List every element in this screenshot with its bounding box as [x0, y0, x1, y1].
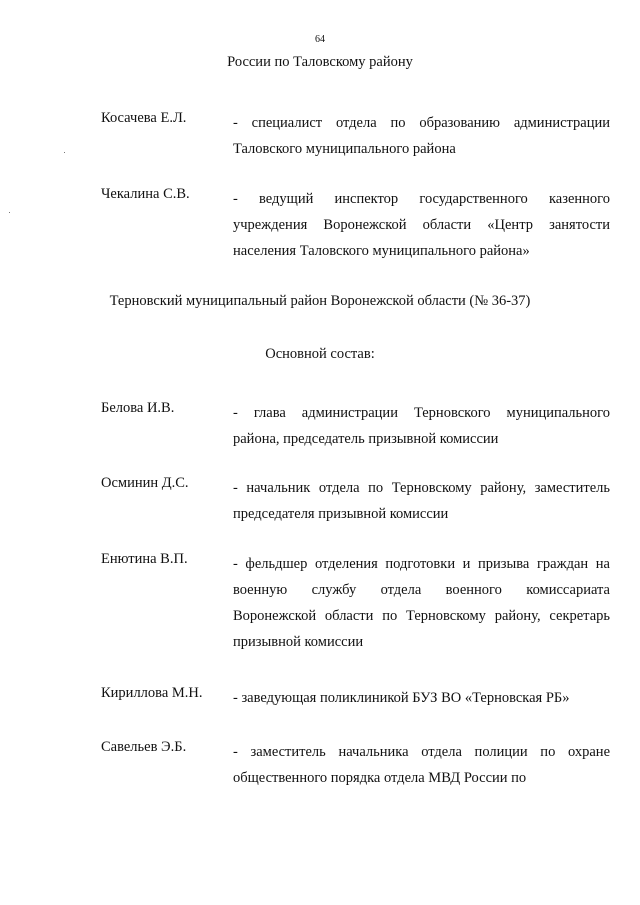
member-description: - заведующая поликлиникой БУЗ ВО «Терновская РБ» [233, 690, 570, 706]
member-description: - специалист отдела по образованию администрации Таловского муниципального района [233, 115, 610, 157]
member-name: Белова И.В. [101, 400, 175, 416]
member-description: - ведущий инспектор государственного казенного учреждения Воронежской области «Центр занятости населения Таловского муниципального района» [233, 191, 610, 259]
page-number: 64 [315, 34, 325, 45]
member-name: Кириллова М.Н. [101, 685, 203, 701]
section-heading: Терновский муниципальный район Воронежской области (№ 36-37) [109, 293, 531, 309]
subheading: Основной состав: [265, 346, 375, 362]
member-name: Осминин Д.С. [101, 475, 189, 491]
member-description: - фельдшер отделения подготовки и призыва граждан на военную службу отдела военного комиссариата Воронежской области по Терновскому району, секретарь призывной комиссии [233, 556, 610, 650]
member-name: Чекалина С.В. [101, 186, 190, 202]
member-name: Енютина В.П. [101, 551, 188, 567]
member-name: Косачева Е.Л. [101, 110, 187, 126]
member-description: - заместитель начальника отдела полиции по охране общественного порядка отдела МВД России по [233, 744, 610, 786]
scan-speck [64, 152, 65, 153]
continuation-line: России по Таловскому району [227, 54, 413, 70]
scan-speck [9, 212, 10, 213]
member-description: - глава администрации Терновского муниципального района, председатель призывной комиссии [233, 405, 610, 447]
member-description: - начальник отдела по Терновскому району, заместитель председателя призывной комиссии [233, 480, 610, 522]
member-name: Савельев Э.Б. [101, 739, 187, 755]
